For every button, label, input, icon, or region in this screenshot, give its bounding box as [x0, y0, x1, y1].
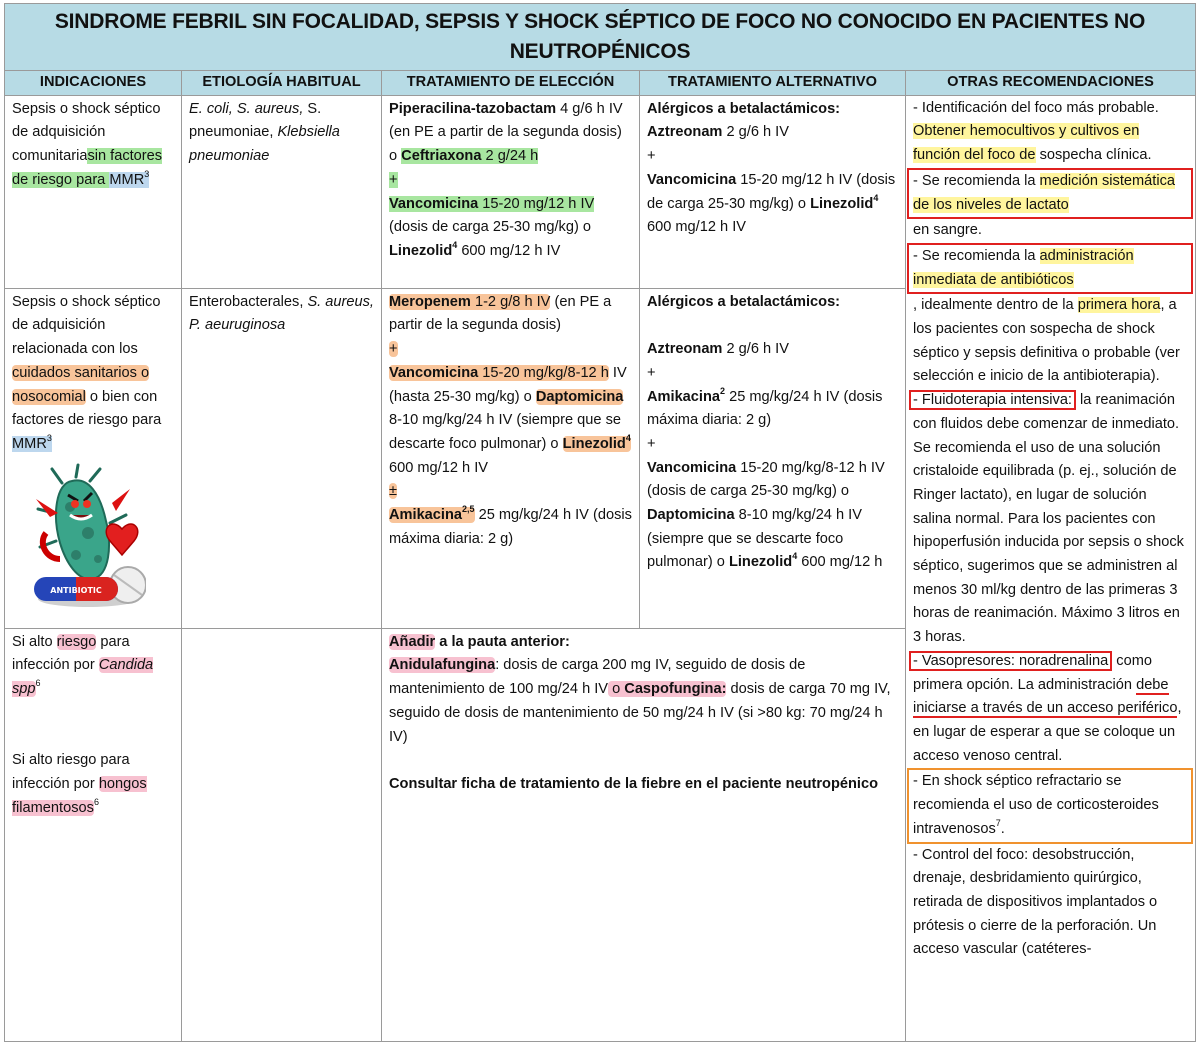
- row1-alt-plus: +: [647, 148, 656, 165]
- row3-spacer-2: [12, 726, 174, 750]
- row2-alt-linezolid-dose: 600 mg/12 h: [797, 554, 883, 571]
- row3-caspo-dose: dosis de carga 70 mg IV, seguido de dosis de mantenimiento de 50 mg/24 h IV (si >80 kg: 70 mg/24 h IV): [389, 681, 891, 745]
- rec-primera-intro: , idealmente dentro de la: [913, 297, 1078, 314]
- row2-alt-vanco-dose: 15-20 mg/kg/8-12 h IV (dosis de carga 25-30 mg/kg) o: [647, 459, 885, 500]
- rec-lactato-box: [907, 168, 1193, 219]
- row3-ind-candida: Candida spp: [12, 657, 154, 698]
- row1-etio-a: E. coli, S. aureus,: [189, 100, 304, 117]
- row2-alternativo: [640, 288, 906, 628]
- rec-fluidoterapia-text: la reanimación con fluidos debe comenzar de inmediato. Se recomienda el uso de una solución cristaloide equilibrada (p. ej., solución de Ringer lactato), en lugar de solución salina normal. Para los pacientes con hipoperfusión inducida por sepsis o shock séptico, sugerimos que se administren al menos 30 ml/kg dentro de las primeras 3 horas de reanimación. Máximo 3 litros en 3 horas.: [913, 392, 1184, 646]
- row2-drug-amikacina: Amikacina: [389, 507, 463, 524]
- row2-dapto-dose: 8-10 mg/kg/24 h IV (siempre que se descarte foco pulmonar) o: [389, 412, 621, 452]
- row2-meropenem-dose: 1-2 g/8 h IV: [470, 293, 551, 310]
- row3-or: o: [608, 681, 625, 698]
- row2-vanco-hl: [389, 365, 609, 381]
- row3-ind-a: Si alto: [12, 633, 57, 650]
- row2-ind-cuidados: cuidados sanitarios o: [12, 364, 150, 381]
- row1-alt-vanco-dose: 15-20 mg/12 h IV (dosis de carga 25-30 mg/kg) o: [647, 171, 896, 212]
- row2-drug-linezolid: Linezolid: [562, 435, 626, 452]
- rec-antibioticos-box: [907, 243, 1193, 294]
- header-indicaciones: INDICACIONES: [5, 71, 182, 96]
- row2-ind-nosocomial: nosocomial: [12, 388, 86, 405]
- rec-foco: - Identificación del foco más probable.: [913, 99, 1159, 116]
- otras-recomendaciones: [906, 95, 1196, 1041]
- row3-ind-e: Si alto riesgo para infección por: [12, 752, 130, 792]
- row2-ind-text: Sepsis o shock séptico de adquisición relacionada con los: [12, 293, 161, 358]
- row3-spacer-1: [12, 702, 174, 726]
- row1-alt-heading: Alérgicos a betalactámicos:: [647, 100, 841, 117]
- row3-etiologia: [182, 628, 382, 1041]
- row3-ind-hongos: hongos filamentosos: [12, 775, 147, 816]
- bacteria-icon: [26, 463, 146, 611]
- row1-alt-linezolid: Linezolid: [810, 195, 874, 212]
- rec-hemocultivos: Obtener hemocultivos y cultivos en función del foco de: [913, 123, 1140, 164]
- rec-corticoides-ref: 7: [995, 817, 1001, 828]
- row1-drug-ceftriaxona: Ceftriaxona: [401, 148, 482, 165]
- row2-alt-spacer: [647, 314, 898, 338]
- row3-candida-ref: 6: [35, 678, 41, 689]
- pill-label: ANTIBIOTIC: [50, 585, 102, 595]
- row1-ind-mmr: [109, 168, 150, 188]
- row2-indicaciones: [5, 288, 182, 628]
- row3-drug-anidulafungina: Anidulafungina: [389, 657, 496, 674]
- row2-drug-daptomicina: Daptomicina: [535, 388, 624, 405]
- header-tratamiento-eleccion: TRATAMIENTO DE ELECCIÓN: [382, 71, 640, 96]
- row1-alternativo: [640, 95, 906, 288]
- row2-alt-heading: Alérgicos a betalactámicos:: [647, 293, 841, 310]
- row1-alt-linezolid-dose: 600 mg/12 h IV: [647, 219, 746, 236]
- row2-alt-linezolid: Linezolid: [728, 554, 793, 571]
- row1-drug-pip-taz: Piperacilina-tazobactam: [389, 100, 557, 117]
- row2-etio-b: S. aureus, P. aeuruginosa: [189, 293, 374, 334]
- row2-drug-meropenem: Meropenem: [389, 293, 471, 310]
- row1-linezolid-dose: 600 mg/12 h IV: [457, 242, 561, 259]
- row1-pip-taz-dose: 4 g/6 h IV (en PE a partir de la segunda dosis) o: [389, 100, 623, 165]
- row2-alt-amikacina: Amikacina: [647, 388, 721, 405]
- row1-etiologia: [182, 95, 382, 288]
- row3-anadir-text: a la pauta anterior:: [435, 633, 570, 650]
- row2-linezolid-hl: [562, 432, 631, 452]
- rec-lactato-end: en sangre.: [913, 222, 982, 239]
- row2-alt-aztreonam-dose: 2 g/6 h IV: [722, 341, 789, 358]
- rec-control-foco: - Control del foco: desobstrucción, drenaje, desbridamiento quirúrgico, retirada de dispositivos implantados o prótesis o cierre de la perforación. Un acceso vascular (catéteres-: [913, 846, 1158, 958]
- rec-sospecha: sospecha clínica.: [1035, 147, 1152, 164]
- rec-lactato-intro: - Se recomienda la: [913, 172, 1040, 189]
- rec-corticoides: - En shock séptico refractario se recomienda el uso de corticosteroides intravenosos: [913, 773, 1159, 837]
- row1-vanco-hl: [389, 196, 594, 212]
- row3-hongos-ref: 6: [93, 796, 99, 807]
- rec-fluidoterapia: - Fluidoterapia intensiva:: [909, 390, 1076, 410]
- rec-lactato: medición sistemática de los niveles de lactato: [913, 172, 1175, 213]
- row2-vanco-note: IV (hasta 25-30 mg/kg) o: [389, 364, 627, 405]
- row2-alt-vancomicina: Vancomicina: [647, 459, 737, 476]
- row2-alt-linezolid-ref: 4: [792, 551, 798, 562]
- row1-alt-aztreonam: Aztreonam: [647, 124, 723, 141]
- row1-mmr-ref: 3: [144, 168, 150, 179]
- row2-ind-factores: o bien con factores de riesgo para: [12, 388, 162, 429]
- rec-acceso-periferico: debe iniciarse a través de un acceso periférico: [913, 676, 1178, 717]
- row1-ceftriaxona-hl: [401, 148, 538, 164]
- row2-linezolid-ref: 4: [625, 432, 631, 443]
- row1-etio-c: Klebsiella pneumoniae: [189, 124, 340, 165]
- row1-mmr-label: MMR: [109, 171, 145, 188]
- row3-anidula-dose: : dosis de carga 200 mg IV, seguido de dosis de mantenimiento de 100 mg/24 h IV: [389, 657, 806, 698]
- row2-alt-aztreonam: Aztreonam: [647, 341, 723, 358]
- row2-meropenem-note: (en PE a partir de la segunda dosis): [389, 293, 612, 334]
- row2-alt-daptomicina: Daptomicina: [647, 507, 735, 524]
- row1-eleccion: [382, 95, 640, 288]
- row1-plus: +: [389, 171, 398, 188]
- row2-alt-amikacina-dose: 25 mg/kg/24 h IV (dosis máxima diaria: 2 g): [647, 388, 883, 429]
- row2-ind-mmr: [12, 432, 52, 452]
- row3-anadir: Añadir: [389, 633, 436, 650]
- row2-amikacina-ref: 2,5: [462, 504, 475, 515]
- row1-alt-aztreonam-dose: 2 g/6 h IV: [722, 124, 789, 141]
- header-etiologia: ETIOLOGÍA HABITUAL: [182, 71, 382, 96]
- row2-vanco-dose: 15-20 mg/kg/8-12 h: [478, 364, 609, 381]
- row1-indicaciones: [5, 95, 182, 288]
- row1-linezolid-ref: 4: [452, 239, 458, 250]
- header-tratamiento-alternativo: TRATAMIENTO ALTERNATIVO: [640, 71, 906, 96]
- row2-mmr-ref: 3: [46, 432, 52, 443]
- row3-indicaciones: [5, 628, 182, 1041]
- row2-alt-amikacina-ref: 2: [720, 385, 726, 396]
- row3-note-neutropenico[interactable]: Consultar ficha de tratamiento de la fiebre en el paciente neutropénico: [389, 775, 878, 792]
- row3-drug-caspofungina: Caspofungina:: [624, 681, 727, 698]
- row2-amikacina-hl: [389, 504, 475, 524]
- header-otras-recomendaciones: OTRAS RECOMENDACIONES: [906, 71, 1196, 96]
- row2-alt-dapto-dose: 8-10 mg/kg/24 h IV (siempre que se descarte foco pulmonar) o: [647, 507, 862, 571]
- row2-alt-plus-2: +: [647, 435, 656, 452]
- row1-ind-risk: sin factores de riesgo para: [12, 148, 163, 188]
- rec-corticoides-box: [907, 768, 1193, 843]
- rec-corticoides-end: .: [1000, 820, 1005, 837]
- rec-antibio-intro: - Se recomienda la: [913, 247, 1040, 264]
- row2-meropenem-hl: [389, 294, 550, 310]
- rec-vasopresores: - Vasopresores: noradrenalina: [909, 651, 1112, 671]
- row3-ind-c: para infección por: [12, 633, 130, 674]
- treatment-table: [4, 3, 1196, 1042]
- rec-vaso-text: como primera opción. La administración: [913, 652, 1152, 693]
- bacteria-antibiotic-illustration: [26, 463, 174, 620]
- row1-alt-linezolid-ref: 4: [873, 192, 879, 203]
- row1-drug-vancomicina: Vancomicina: [389, 195, 479, 212]
- row1-loading-dose: (dosis de carga 25-30 mg/kg) o: [389, 219, 591, 236]
- row2-alt-plus-1: +: [647, 364, 656, 381]
- row2-plus: +: [389, 341, 398, 358]
- row3-elec-spacer: [389, 749, 898, 773]
- row2-linezolid-dose: 600 mg/12 h IV: [389, 459, 488, 476]
- row1-ind-text: Sepsis o shock séptico de adquisición comunitaria: [12, 100, 161, 165]
- row2-plusminus: ±: [389, 483, 398, 500]
- row2-mmr-label: MMR: [12, 435, 47, 452]
- row2-etio-a: Enterobacterales,: [189, 293, 308, 310]
- row3-eleccion: [382, 628, 906, 1041]
- row1-vanco-dose: 15-20 mg/12 h IV: [478, 195, 595, 212]
- row3-ind-riesgo: riesgo: [56, 633, 97, 650]
- row2-eleccion: [382, 288, 640, 628]
- row2-amikacina-dose: 25 mg/kg/24 h IV (dosis máxima diaria: 2 g): [389, 507, 632, 547]
- rec-antibio-end: , a los pacientes con sospecha de shock séptico y sepsis definitiva o probable (ver selección e inicio de la antibioterapia).: [913, 297, 1180, 385]
- row2-drug-vancomicina: Vancomicina: [389, 364, 479, 381]
- rec-vaso-end: , en lugar de esperar a que se coloque un acceso venoso central.: [913, 700, 1182, 764]
- row1-alt-vancomicina: Vancomicina: [647, 171, 737, 188]
- rec-antibioticos: administración inmediata de antibióticos: [913, 247, 1134, 288]
- row3-caspo-hl: [608, 681, 726, 697]
- row1-etio-b: S. pneumoniae,: [189, 100, 322, 141]
- document-title: SINDROME FEBRIL SIN FOCALIDAD, SEPSIS Y SHOCK SÉPTICO DE FOCO NO CONOCIDO EN PACIENTES NO NEUTROPÉNICOS: [5, 4, 1196, 71]
- row1-drug-linezolid: Linezolid: [389, 242, 453, 259]
- rec-primera-hora: primera hora: [1077, 297, 1161, 314]
- row1-ceftriaxona-dose: 2 g/24 h: [481, 148, 539, 165]
- row2-etiologia: [182, 288, 382, 628]
